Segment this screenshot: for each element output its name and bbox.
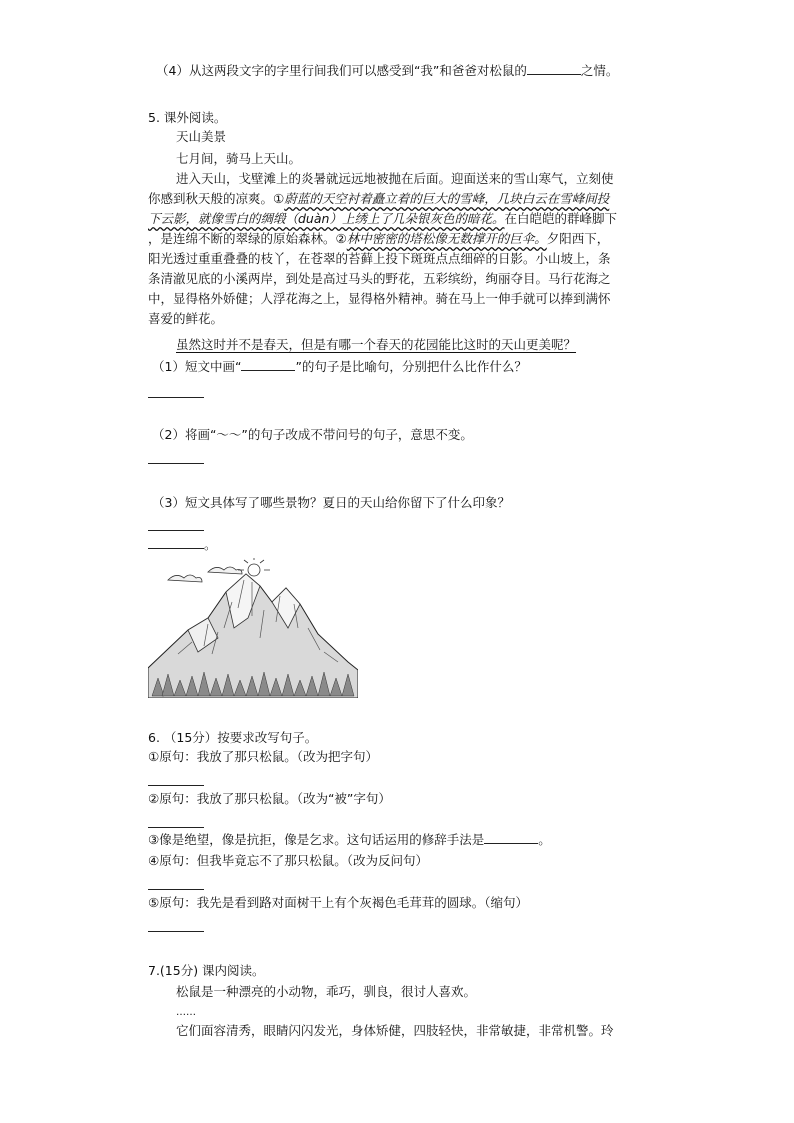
answer-line[interactable] <box>148 536 204 549</box>
passage-line-4 <box>148 230 609 248</box>
passage-last-line <box>176 336 576 354</box>
answer-line[interactable] <box>148 530 204 531</box>
passage-paragraph-1: 七月间，骑马上天山。 <box>176 151 302 166</box>
sub1-text-end: ”的句子是比喻句，分别把什么比作什么？ <box>295 359 527 374</box>
q5-sub1 <box>152 358 527 376</box>
answer-line[interactable] <box>148 785 204 786</box>
answer-line[interactable] <box>148 889 204 890</box>
answer-line[interactable] <box>148 397 204 398</box>
q6-item-3 <box>148 831 551 849</box>
marker-2: ② <box>335 231 347 246</box>
simile-sentence-1b: 下云影，就像雪白的绸缎（duàn）上绣上了几朵银灰色的暗花。 <box>148 211 505 226</box>
passage-line-3 <box>148 210 617 228</box>
passage-line-8: 喜爱的鲜花。 <box>148 311 224 326</box>
underline-sample <box>241 358 295 371</box>
q6-item-3-text: ③像是绝望，像是抗拒，像是乞求。这句话运用的修辞手法是 <box>148 832 485 847</box>
answer-line[interactable] <box>148 931 204 932</box>
passage-title: 天山美景 <box>176 129 227 144</box>
q4-part4-line <box>156 62 618 80</box>
answer-blank[interactable] <box>484 831 538 844</box>
ellipsis: …… <box>176 1007 196 1018</box>
passage-line-2 <box>148 190 609 208</box>
passage-text: ，是连绵不断的翠绿的原始森林。 <box>148 231 336 246</box>
q6-item-2: ②原句：我放了那只松鼠。（改为“被”字句） <box>148 791 391 806</box>
q6-item-4: ④原句：但我毕竟忘不了那只松鼠。（改为反问句） <box>148 853 428 868</box>
simile-sentence-2: 林中密密的塔松像无数撑开的巨伞。 <box>346 231 547 246</box>
answer-blank[interactable] <box>527 62 581 75</box>
period: 。 <box>538 832 551 847</box>
q5-sub2: （2）将画“～～”的句子改成不带问号的句子，意思不变。 <box>152 427 473 442</box>
q6-heading: 6. （15分）按要求改写句子。 <box>148 730 318 745</box>
simile-sentence-1a: 蔚蓝的天空衬着矗立着的巨大的雪峰，几块白云在雪峰间投 <box>284 191 610 206</box>
period: 。 <box>204 537 217 552</box>
q7-paragraph-2: 它们面容清秀，眼睛闪闪发光，身体矫健，四肢轻快，非常敏捷，非常机警。玲 <box>176 1023 614 1038</box>
answer-line[interactable] <box>148 463 204 464</box>
passage-text: 在白皑皑的群峰脚下 <box>504 211 617 226</box>
passage-line-1: 进入天山，戈壁滩上的炎暑就远远地被抛在后面。迎面送来的雪山寒气，立刻使 <box>176 171 614 186</box>
passage-text: 你感到秋天般的凉爽。 <box>148 191 274 206</box>
q4-part4-text: （4）从这两段文字的字里行间我们可以感受到“我”和爸爸对松鼠的 <box>156 63 527 78</box>
q5-sub3-answer-row <box>148 536 217 554</box>
q5-sub3: （3）短文具体写了哪些景物？夏日的天山给你留下了什么印象？ <box>152 495 510 510</box>
sub1-text: （1）短文中画“ <box>152 359 242 374</box>
q7-heading: 7.(15分) 课内阅读。 <box>148 963 265 978</box>
answer-line[interactable] <box>148 827 204 828</box>
marker-1: ① <box>273 191 285 206</box>
q6-item-1: ①原句：我放了那只松鼠。（改为把字句） <box>148 749 378 764</box>
q4-part4-end: 之情。 <box>580 63 619 78</box>
passage-text: 夕阳西下， <box>546 231 610 246</box>
q5-heading: 5. 课外阅读。 <box>148 110 227 125</box>
passage-line-6: 条清澈见底的小溪两岸，到处是高过马头的野花，五彩缤纷，绚丽夺目。马行花海之 <box>148 271 611 286</box>
passage-line-7: 中，显得格外娇健；人浮花海之上，显得格外精神。骑在马上一伸手就可以捧到满怀 <box>148 291 611 306</box>
q7-paragraph-1: 松鼠是一种漂亮的小动物，乖巧，驯良，很讨人喜欢。 <box>176 984 477 999</box>
tianshan-mountain-illustration <box>148 558 358 698</box>
passage-line-5: 阳光透过重重叠叠的枝丫，在苍翠的苔藓上投下斑斑点点细碎的日影。小山坡上，条 <box>148 251 611 266</box>
rhetorical-question: 虽然这时并不是春天，但是有哪一个春天的花园能比这时的天山更美呢？ <box>176 337 577 352</box>
q6-item-5: ⑤原句：我先是看到路对面树干上有个灰褐色毛茸茸的圆球。（缩句） <box>148 895 528 910</box>
